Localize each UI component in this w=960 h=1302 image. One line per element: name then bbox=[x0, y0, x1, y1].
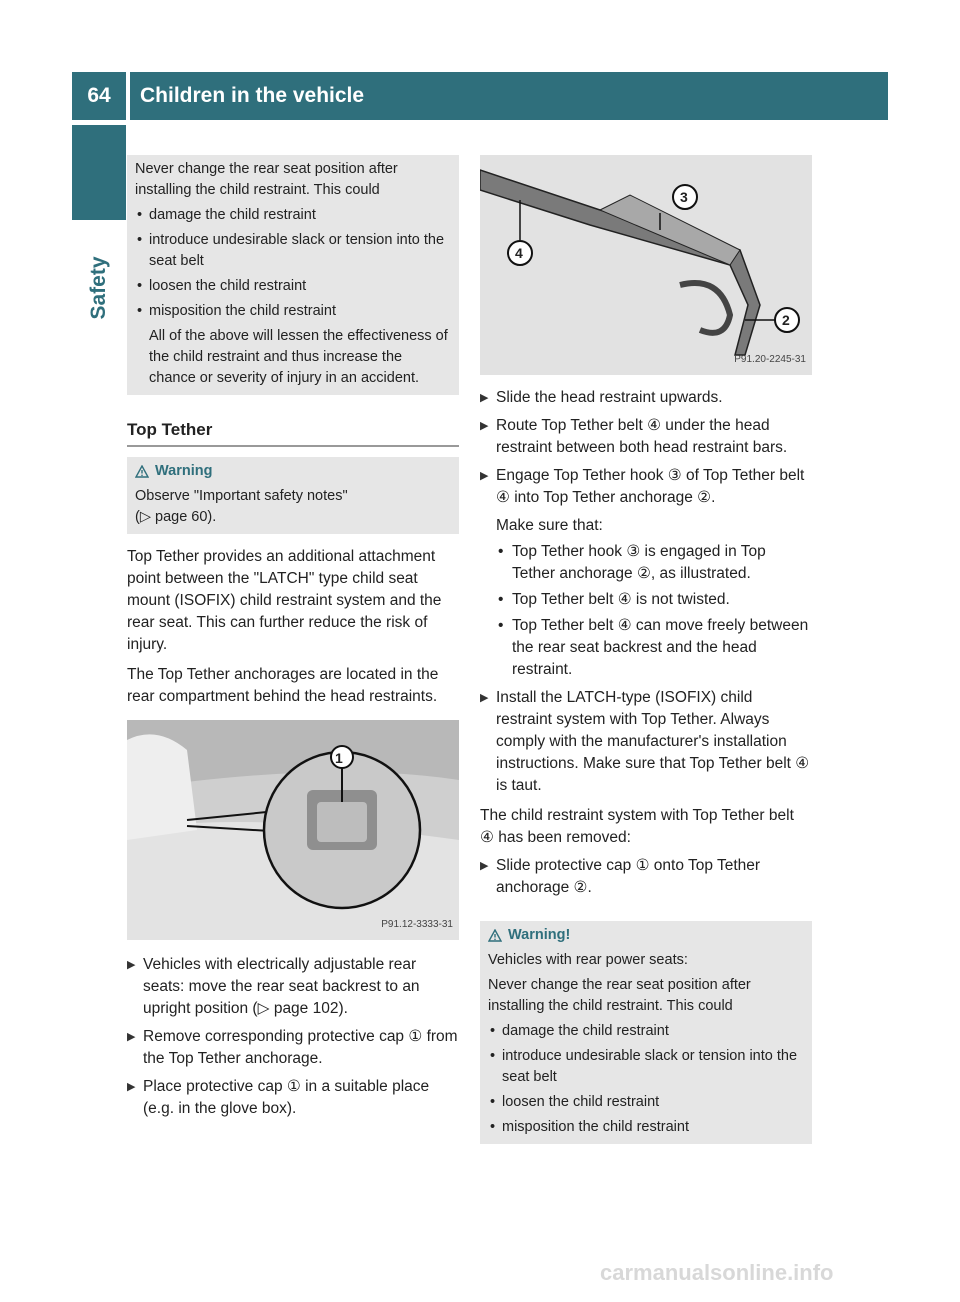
tether-illustration bbox=[480, 155, 812, 375]
caution-bullet: • loosen the child restraint bbox=[135, 276, 451, 297]
section-heading: Top Tether bbox=[127, 419, 459, 447]
warning-bullet: • damage the child restraint bbox=[488, 1021, 804, 1042]
caution-bullet: • introduce undesirable slack or tension into the seat belt bbox=[135, 230, 451, 272]
anchorage-figure bbox=[127, 720, 459, 940]
callout-2: 2 bbox=[782, 312, 790, 328]
warning-bullet: • loosen the child restraint bbox=[488, 1092, 804, 1113]
warning-box bbox=[480, 921, 812, 1144]
warning-heading bbox=[135, 461, 451, 482]
right-column bbox=[480, 155, 812, 1144]
callout-3: 3 bbox=[680, 189, 688, 205]
warning-heading bbox=[488, 925, 804, 946]
check-item: • Top Tether hook ③ is engaged in Top Tether anchorage ②, as illustrated. bbox=[480, 541, 812, 585]
warning-title: Warning bbox=[155, 463, 213, 479]
instruction-step: ▶ Place protective cap ① in a suitable place (e.g. in the glove box). bbox=[127, 1076, 459, 1120]
tether-figure bbox=[480, 155, 812, 375]
caution-bullet: • damage the child restraint bbox=[135, 205, 451, 226]
warning-intro: Never change the rear seat position after installing the child restraint. This could bbox=[488, 977, 751, 1014]
instruction-step: ▶ Engage Top Tether hook ③ of Top Tether belt ④ into Top Tether anchorage ②. bbox=[480, 465, 812, 509]
warning-triangle-icon bbox=[488, 929, 502, 942]
warning-box bbox=[127, 457, 459, 534]
left-column bbox=[127, 155, 459, 1120]
figure-code: P91.20-2245-31 bbox=[734, 354, 806, 365]
callout-1: 1 bbox=[335, 750, 343, 766]
paragraph: The Top Tether anchorages are located in the rear compartment behind the head restraints. bbox=[127, 666, 439, 705]
warning-triangle-icon bbox=[135, 465, 149, 478]
instruction-step: ▶ Slide protective cap ① onto Top Tether anchorage ②. bbox=[480, 855, 812, 899]
caution-intro: Never change the rear seat position after installing the child restraint. This could bbox=[135, 161, 398, 198]
caution-bullet: • misposition the child restraint bbox=[135, 301, 451, 322]
warning-page-ref: (▷ page 60). bbox=[135, 509, 217, 525]
side-tab bbox=[72, 125, 126, 220]
watermark: carmanualsonline.info bbox=[600, 1260, 834, 1285]
warning-bullet: • introduce undesirable slack or tension into the seat belt bbox=[488, 1046, 804, 1088]
check-item: • Top Tether belt ④ can move freely between the rear seat backrest and the head restraint. bbox=[480, 615, 812, 681]
page-number: 64 bbox=[72, 72, 126, 120]
warning-text: Observe "Important safety notes" bbox=[135, 488, 348, 504]
figure-code: P91.12-3333-31 bbox=[381, 919, 453, 930]
make-sure-label: Make sure that: bbox=[496, 517, 603, 534]
warning-bullet: • misposition the child restraint bbox=[488, 1117, 804, 1138]
check-item: • Top Tether belt ④ is not twisted. bbox=[480, 589, 812, 611]
paragraph: Top Tether provides an additional attachment point between the "LATCH" type child seat mount (ISOFIX) child restraint system and the rear seat. This can further reduce the risk of injury. bbox=[127, 548, 442, 653]
instruction-step: ▶ Route Top Tether belt ④ under the head restraint between both head restraint bars. bbox=[480, 415, 812, 459]
chapter-title: Children in the vehicle bbox=[130, 72, 888, 120]
section-label-text: Safety bbox=[87, 256, 110, 320]
warning-sub: Vehicles with rear power seats: bbox=[488, 952, 688, 968]
instruction-step: ▶ Remove corresponding protective cap ① from the Top Tether anchorage. bbox=[127, 1026, 459, 1070]
caution-conclusion: All of the above will lessen the effectiveness of the child restraint and thus increase the chance or severity of injury in an accident. bbox=[149, 328, 448, 386]
instruction-step: ▶ Install the LATCH-type (ISOFIX) child restraint system with Top Tether. Always comply with the manufacturer's installation instructions. Make sure that Top Tether belt ④ is taut. bbox=[480, 687, 812, 797]
section-label bbox=[70, 228, 128, 348]
instruction-step: ▶ Vehicles with electrically adjustable rear seats: move the rear seat backrest to an upright position (▷ page 102). bbox=[127, 954, 459, 1020]
seat-illustration bbox=[127, 720, 459, 940]
warning-title: Warning! bbox=[508, 927, 571, 943]
paragraph: The child restraint system with Top Tether belt ④ has been removed: bbox=[480, 807, 794, 846]
callout-4: 4 bbox=[515, 245, 523, 261]
instruction-step: ▶ Slide the head restraint upwards. bbox=[480, 387, 812, 409]
caution-box bbox=[127, 155, 459, 395]
